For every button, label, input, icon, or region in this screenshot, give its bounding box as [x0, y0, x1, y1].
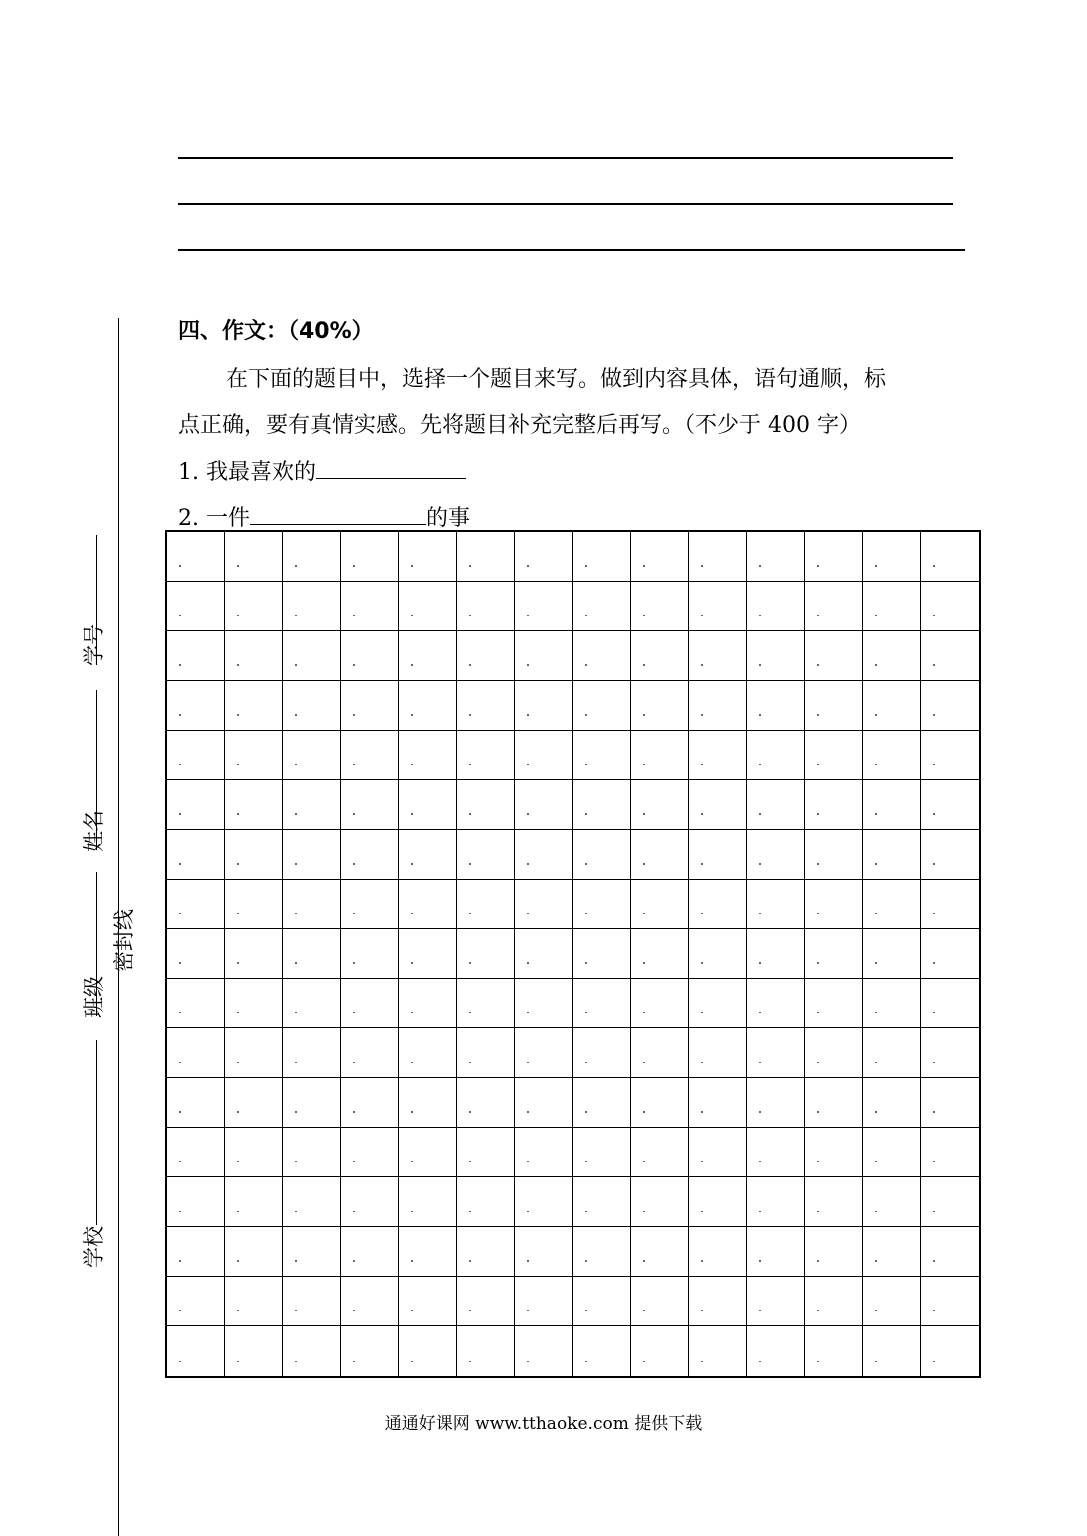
grid-cell[interactable]	[167, 1128, 225, 1178]
grid-cell[interactable]	[167, 681, 225, 731]
grid-cell[interactable]	[863, 1326, 921, 1376]
grid-cell[interactable]	[515, 880, 573, 930]
grid-cell[interactable]	[225, 1326, 283, 1376]
grid-cell[interactable]	[341, 1028, 399, 1078]
grid-cell[interactable]	[863, 681, 921, 731]
grid-cell[interactable]	[747, 1028, 805, 1078]
grid-cell[interactable]	[341, 1177, 399, 1227]
grid-cell[interactable]	[689, 1078, 747, 1128]
grid-cell[interactable]	[573, 1078, 631, 1128]
grid-cell[interactable]	[573, 1326, 631, 1376]
grid-cell[interactable]	[399, 780, 457, 830]
grid-cell[interactable]	[515, 1128, 573, 1178]
grid-cell[interactable]	[399, 731, 457, 781]
grid-cell[interactable]	[457, 731, 515, 781]
grid-cell[interactable]	[341, 631, 399, 681]
grid-cell[interactable]	[631, 582, 689, 632]
grid-cell[interactable]	[863, 1128, 921, 1178]
school-label: 学校	[82, 1226, 106, 1268]
grid-cell[interactable]	[921, 830, 979, 880]
grid-cell[interactable]	[631, 830, 689, 880]
grid-cell[interactable]	[805, 979, 863, 1029]
grid-cell[interactable]	[341, 1326, 399, 1376]
grid-cell[interactable]	[225, 532, 283, 582]
grid-cell[interactable]	[863, 631, 921, 681]
grid-cell[interactable]	[341, 929, 399, 979]
grid-cell[interactable]	[689, 1277, 747, 1327]
grid-cell[interactable]	[225, 1177, 283, 1227]
grid-cell[interactable]	[631, 929, 689, 979]
grid-cell[interactable]	[921, 1078, 979, 1128]
grid-cell[interactable]	[457, 780, 515, 830]
grid-cell[interactable]	[573, 979, 631, 1029]
grid-cell[interactable]	[631, 1227, 689, 1277]
grid-cell[interactable]	[399, 1277, 457, 1327]
grid-cell[interactable]	[167, 631, 225, 681]
grid-cell[interactable]	[921, 1277, 979, 1327]
grid-cell[interactable]	[863, 830, 921, 880]
grid-cell[interactable]	[631, 979, 689, 1029]
grid-cell[interactable]	[747, 929, 805, 979]
grid-cell[interactable]	[399, 1177, 457, 1227]
grid-cell[interactable]	[457, 582, 515, 632]
grid-cell[interactable]	[341, 731, 399, 781]
grid-cell[interactable]	[573, 830, 631, 880]
grid-cell[interactable]	[863, 731, 921, 781]
class-field[interactable]	[96, 872, 97, 1016]
grid-cell[interactable]	[457, 1277, 515, 1327]
grid-cell[interactable]	[747, 1177, 805, 1227]
grid-cell[interactable]	[747, 731, 805, 781]
school-field[interactable]	[96, 1040, 97, 1225]
grid-cell[interactable]	[341, 532, 399, 582]
grid-cell[interactable]	[167, 1177, 225, 1227]
grid-cell[interactable]	[689, 880, 747, 930]
grid-cell[interactable]	[747, 830, 805, 880]
grid-cell[interactable]	[805, 929, 863, 979]
grid-cell[interactable]	[805, 1028, 863, 1078]
grid-cell[interactable]	[457, 532, 515, 582]
grid-cell[interactable]	[225, 681, 283, 731]
answer-line-3[interactable]	[178, 249, 965, 251]
grid-cell[interactable]	[225, 631, 283, 681]
grid-cell[interactable]	[631, 1028, 689, 1078]
grid-cell[interactable]	[747, 880, 805, 930]
grid-cell[interactable]	[689, 1227, 747, 1277]
grid-cell[interactable]	[457, 1128, 515, 1178]
grid-cell[interactable]	[863, 880, 921, 930]
grid-cell[interactable]	[573, 631, 631, 681]
topic-1-prefix: 1. 我最喜欢的	[178, 460, 316, 485]
grid-cell[interactable]	[689, 631, 747, 681]
grid-cell[interactable]	[921, 731, 979, 781]
grid-cell[interactable]	[805, 1128, 863, 1178]
grid-cell[interactable]	[283, 830, 341, 880]
grid-cell[interactable]	[515, 582, 573, 632]
grid-cell[interactable]	[863, 1227, 921, 1277]
grid-cell[interactable]	[689, 979, 747, 1029]
grid-cell[interactable]	[283, 582, 341, 632]
grid-cell[interactable]	[573, 731, 631, 781]
grid-cell[interactable]	[399, 1078, 457, 1128]
grid-cell[interactable]	[747, 979, 805, 1029]
grid-cell[interactable]	[689, 1128, 747, 1178]
grid-cell[interactable]	[283, 731, 341, 781]
grid-cell[interactable]	[515, 830, 573, 880]
grid-cell[interactable]	[689, 830, 747, 880]
grid-cell[interactable]	[805, 1078, 863, 1128]
grid-cell[interactable]	[805, 731, 863, 781]
grid-cell[interactable]	[515, 1078, 573, 1128]
topic-2-blank[interactable]	[250, 502, 426, 525]
grid-cell[interactable]	[921, 1028, 979, 1078]
grid-cell[interactable]	[747, 1078, 805, 1128]
section-title: 四、作文：（40%）	[178, 319, 374, 344]
grid-cell[interactable]	[689, 582, 747, 632]
grid-cell[interactable]	[399, 830, 457, 880]
grid-cell[interactable]	[225, 1078, 283, 1128]
grid-cell[interactable]	[805, 582, 863, 632]
grid-cell[interactable]	[805, 1227, 863, 1277]
grid-cell[interactable]	[225, 880, 283, 930]
grid-cell[interactable]	[631, 1128, 689, 1178]
grid-cell[interactable]	[225, 1227, 283, 1277]
grid-cell[interactable]	[573, 929, 631, 979]
grid-cell[interactable]	[457, 631, 515, 681]
grid-cell[interactable]	[399, 582, 457, 632]
grid-cell[interactable]	[921, 532, 979, 582]
answer-line-1[interactable]	[178, 157, 953, 159]
grid-cell[interactable]	[457, 1028, 515, 1078]
grid-cell[interactable]	[747, 582, 805, 632]
grid-cell[interactable]	[921, 681, 979, 731]
grid-cell[interactable]	[805, 780, 863, 830]
grid-cell[interactable]	[631, 1326, 689, 1376]
grid-cell[interactable]	[515, 929, 573, 979]
grid-cell[interactable]	[573, 1128, 631, 1178]
grid-cell[interactable]	[863, 582, 921, 632]
grid-cell[interactable]	[399, 1028, 457, 1078]
grid-cell[interactable]	[805, 1177, 863, 1227]
grid-cell[interactable]	[805, 532, 863, 582]
grid-cell[interactable]	[341, 1128, 399, 1178]
grid-cell[interactable]	[225, 582, 283, 632]
topic-1-blank[interactable]	[316, 456, 466, 479]
answer-line-2[interactable]	[178, 203, 953, 205]
grid-cell[interactable]	[689, 1326, 747, 1376]
grid-cell[interactable]	[573, 1028, 631, 1078]
grid-cell[interactable]	[283, 1028, 341, 1078]
grid-cell[interactable]	[573, 780, 631, 830]
grid-cell[interactable]	[341, 582, 399, 632]
grid-cell[interactable]	[747, 681, 805, 731]
grid-cell[interactable]	[515, 780, 573, 830]
grid-cell[interactable]	[283, 681, 341, 731]
grid-cell[interactable]	[631, 780, 689, 830]
grid-cell[interactable]	[863, 1277, 921, 1327]
grid-cell[interactable]	[515, 1277, 573, 1327]
grid-cell[interactable]	[631, 1078, 689, 1128]
grid-cell[interactable]	[747, 780, 805, 830]
grid-cell[interactable]	[283, 631, 341, 681]
grid-cell[interactable]	[225, 830, 283, 880]
grid-cell[interactable]	[515, 731, 573, 781]
grid-cell[interactable]	[573, 1177, 631, 1227]
grid-cell[interactable]	[167, 1227, 225, 1277]
grid-cell[interactable]	[167, 731, 225, 781]
grid-cell[interactable]	[921, 1227, 979, 1277]
grid-cell[interactable]	[341, 830, 399, 880]
instruction-line-2: 点正确，要有真情实感。先将题目补充完整后再写。（不少于 400 字）	[178, 413, 861, 438]
grid-cell[interactable]	[573, 681, 631, 731]
grid-cell[interactable]	[573, 532, 631, 582]
grid-cell[interactable]	[515, 631, 573, 681]
grid-cell[interactable]	[457, 979, 515, 1029]
grid-cell[interactable]	[921, 582, 979, 632]
grid-cell[interactable]	[631, 880, 689, 930]
topic-2-suffix: 的事	[425, 506, 470, 531]
grid-cell[interactable]	[167, 582, 225, 632]
grid-cell[interactable]	[341, 1227, 399, 1277]
grid-cell[interactable]	[167, 830, 225, 880]
grid-cell[interactable]	[399, 1128, 457, 1178]
grid-cell[interactable]	[631, 631, 689, 681]
grid-cell[interactable]	[805, 1326, 863, 1376]
grid-cell[interactable]	[921, 780, 979, 830]
grid-cell[interactable]	[515, 681, 573, 731]
grid-cell[interactable]	[921, 1177, 979, 1227]
grid-cell[interactable]	[225, 1277, 283, 1327]
grid-cell[interactable]	[515, 1227, 573, 1277]
grid-cell[interactable]	[921, 1128, 979, 1178]
grid-cell[interactable]	[399, 979, 457, 1029]
grid-cell[interactable]	[399, 1227, 457, 1277]
name-field[interactable]	[96, 690, 97, 850]
grid-cell[interactable]	[689, 681, 747, 731]
grid-cell[interactable]	[689, 731, 747, 781]
grid-cell[interactable]	[863, 979, 921, 1029]
grid-cell[interactable]	[631, 1177, 689, 1227]
grid-cell[interactable]	[921, 1326, 979, 1376]
grid-cell[interactable]	[515, 532, 573, 582]
grid-cell[interactable]	[457, 1326, 515, 1376]
grid-cell[interactable]	[283, 1227, 341, 1277]
grid-cell[interactable]	[515, 1028, 573, 1078]
grid-cell[interactable]	[167, 1028, 225, 1078]
grid-cell[interactable]	[341, 880, 399, 930]
grid-cell[interactable]	[399, 880, 457, 930]
grid-cell[interactable]	[805, 631, 863, 681]
grid-cell[interactable]	[805, 1277, 863, 1327]
grid-cell[interactable]	[283, 1128, 341, 1178]
grid-cell[interactable]	[167, 1078, 225, 1128]
grid-cell[interactable]	[283, 1326, 341, 1376]
grid-cell[interactable]	[225, 929, 283, 979]
grid-cell[interactable]	[399, 1326, 457, 1376]
grid-cell[interactable]	[341, 1277, 399, 1327]
grid-cell[interactable]	[225, 731, 283, 781]
grid-cell[interactable]	[921, 929, 979, 979]
grid-cell[interactable]	[283, 929, 341, 979]
grid-cell[interactable]	[747, 1128, 805, 1178]
grid-cell[interactable]	[225, 979, 283, 1029]
grid-cell[interactable]	[515, 1326, 573, 1376]
grid-cell[interactable]	[167, 979, 225, 1029]
grid-cell[interactable]	[283, 979, 341, 1029]
grid-cell[interactable]	[399, 532, 457, 582]
grid-cell[interactable]	[283, 1277, 341, 1327]
grid-cell[interactable]	[457, 1078, 515, 1128]
grid-cell[interactable]	[631, 532, 689, 582]
grid-cell[interactable]	[573, 582, 631, 632]
grid-cell[interactable]	[457, 880, 515, 930]
instruction-line-1: 在下面的题目中，选择一个题目来写。做到内容具体，语句通顺，标	[226, 367, 887, 392]
grid-cell[interactable]	[747, 1227, 805, 1277]
student-no-label: 学号	[82, 624, 106, 666]
grid-cell[interactable]	[863, 780, 921, 830]
grid-cell[interactable]	[689, 929, 747, 979]
grid-cell[interactable]	[863, 1078, 921, 1128]
grid-cell[interactable]	[747, 631, 805, 681]
grid-cell[interactable]	[689, 1177, 747, 1227]
grid-cell[interactable]	[805, 830, 863, 880]
grid-cell[interactable]	[341, 681, 399, 731]
topic-2-prefix: 2. 一件	[178, 506, 250, 531]
class-label: 班级	[82, 976, 106, 1018]
grid-cell[interactable]	[341, 979, 399, 1029]
grid-cell[interactable]	[631, 681, 689, 731]
grid-cell[interactable]	[225, 780, 283, 830]
grid-cell[interactable]	[689, 780, 747, 830]
grid-cell[interactable]	[283, 1078, 341, 1128]
student-no-field[interactable]	[96, 535, 97, 665]
grid-cell[interactable]	[921, 631, 979, 681]
grid-cell[interactable]	[399, 929, 457, 979]
footer-text: 通通好课网 www.tthaoke.com 提供下载	[384, 1414, 703, 1434]
grid-cell[interactable]	[283, 780, 341, 830]
grid-cell[interactable]	[805, 681, 863, 731]
grid-cell[interactable]	[457, 681, 515, 731]
grid-cell[interactable]	[167, 880, 225, 930]
grid-cell[interactable]	[457, 1177, 515, 1227]
name-label: 姓名	[82, 810, 106, 852]
grid-cell[interactable]	[689, 1028, 747, 1078]
grid-cell[interactable]	[167, 1326, 225, 1376]
grid-cell[interactable]	[573, 880, 631, 930]
grid-cell[interactable]	[573, 1227, 631, 1277]
grid-cell[interactable]	[457, 929, 515, 979]
grid-cell[interactable]	[167, 1277, 225, 1327]
grid-cell[interactable]	[689, 532, 747, 582]
seal-line-label: 密封线	[112, 909, 136, 972]
grid-cell[interactable]	[747, 1326, 805, 1376]
grid-cell[interactable]	[747, 532, 805, 582]
grid-cell[interactable]	[863, 532, 921, 582]
grid-cell[interactable]	[167, 532, 225, 582]
grid-cell[interactable]	[515, 1177, 573, 1227]
grid-cell[interactable]	[341, 780, 399, 830]
grid-cell[interactable]	[283, 532, 341, 582]
composition-grid[interactable]	[165, 530, 981, 1378]
grid-cell[interactable]	[805, 880, 863, 930]
topic-2	[178, 501, 470, 532]
grid-cell[interactable]	[283, 880, 341, 930]
grid-cell[interactable]	[921, 880, 979, 930]
grid-cell[interactable]	[863, 1177, 921, 1227]
grid-cell[interactable]	[515, 979, 573, 1029]
grid-cell[interactable]	[167, 780, 225, 830]
grid-cell[interactable]	[573, 1277, 631, 1327]
grid-cell[interactable]	[283, 1177, 341, 1227]
grid-cell[interactable]	[457, 1227, 515, 1277]
grid-cell[interactable]	[225, 1128, 283, 1178]
grid-cell[interactable]	[341, 1078, 399, 1128]
grid-cell[interactable]	[863, 1028, 921, 1078]
grid-cell[interactable]	[399, 681, 457, 731]
grid-cell[interactable]	[631, 731, 689, 781]
topic-1	[178, 455, 466, 486]
grid-cell[interactable]	[747, 1277, 805, 1327]
grid-cell[interactable]	[921, 979, 979, 1029]
grid-cell[interactable]	[863, 929, 921, 979]
grid-cell[interactable]	[631, 1277, 689, 1327]
grid-cell[interactable]	[225, 1028, 283, 1078]
grid-cell[interactable]	[399, 631, 457, 681]
grid-cell[interactable]	[167, 929, 225, 979]
grid-cell[interactable]	[457, 830, 515, 880]
